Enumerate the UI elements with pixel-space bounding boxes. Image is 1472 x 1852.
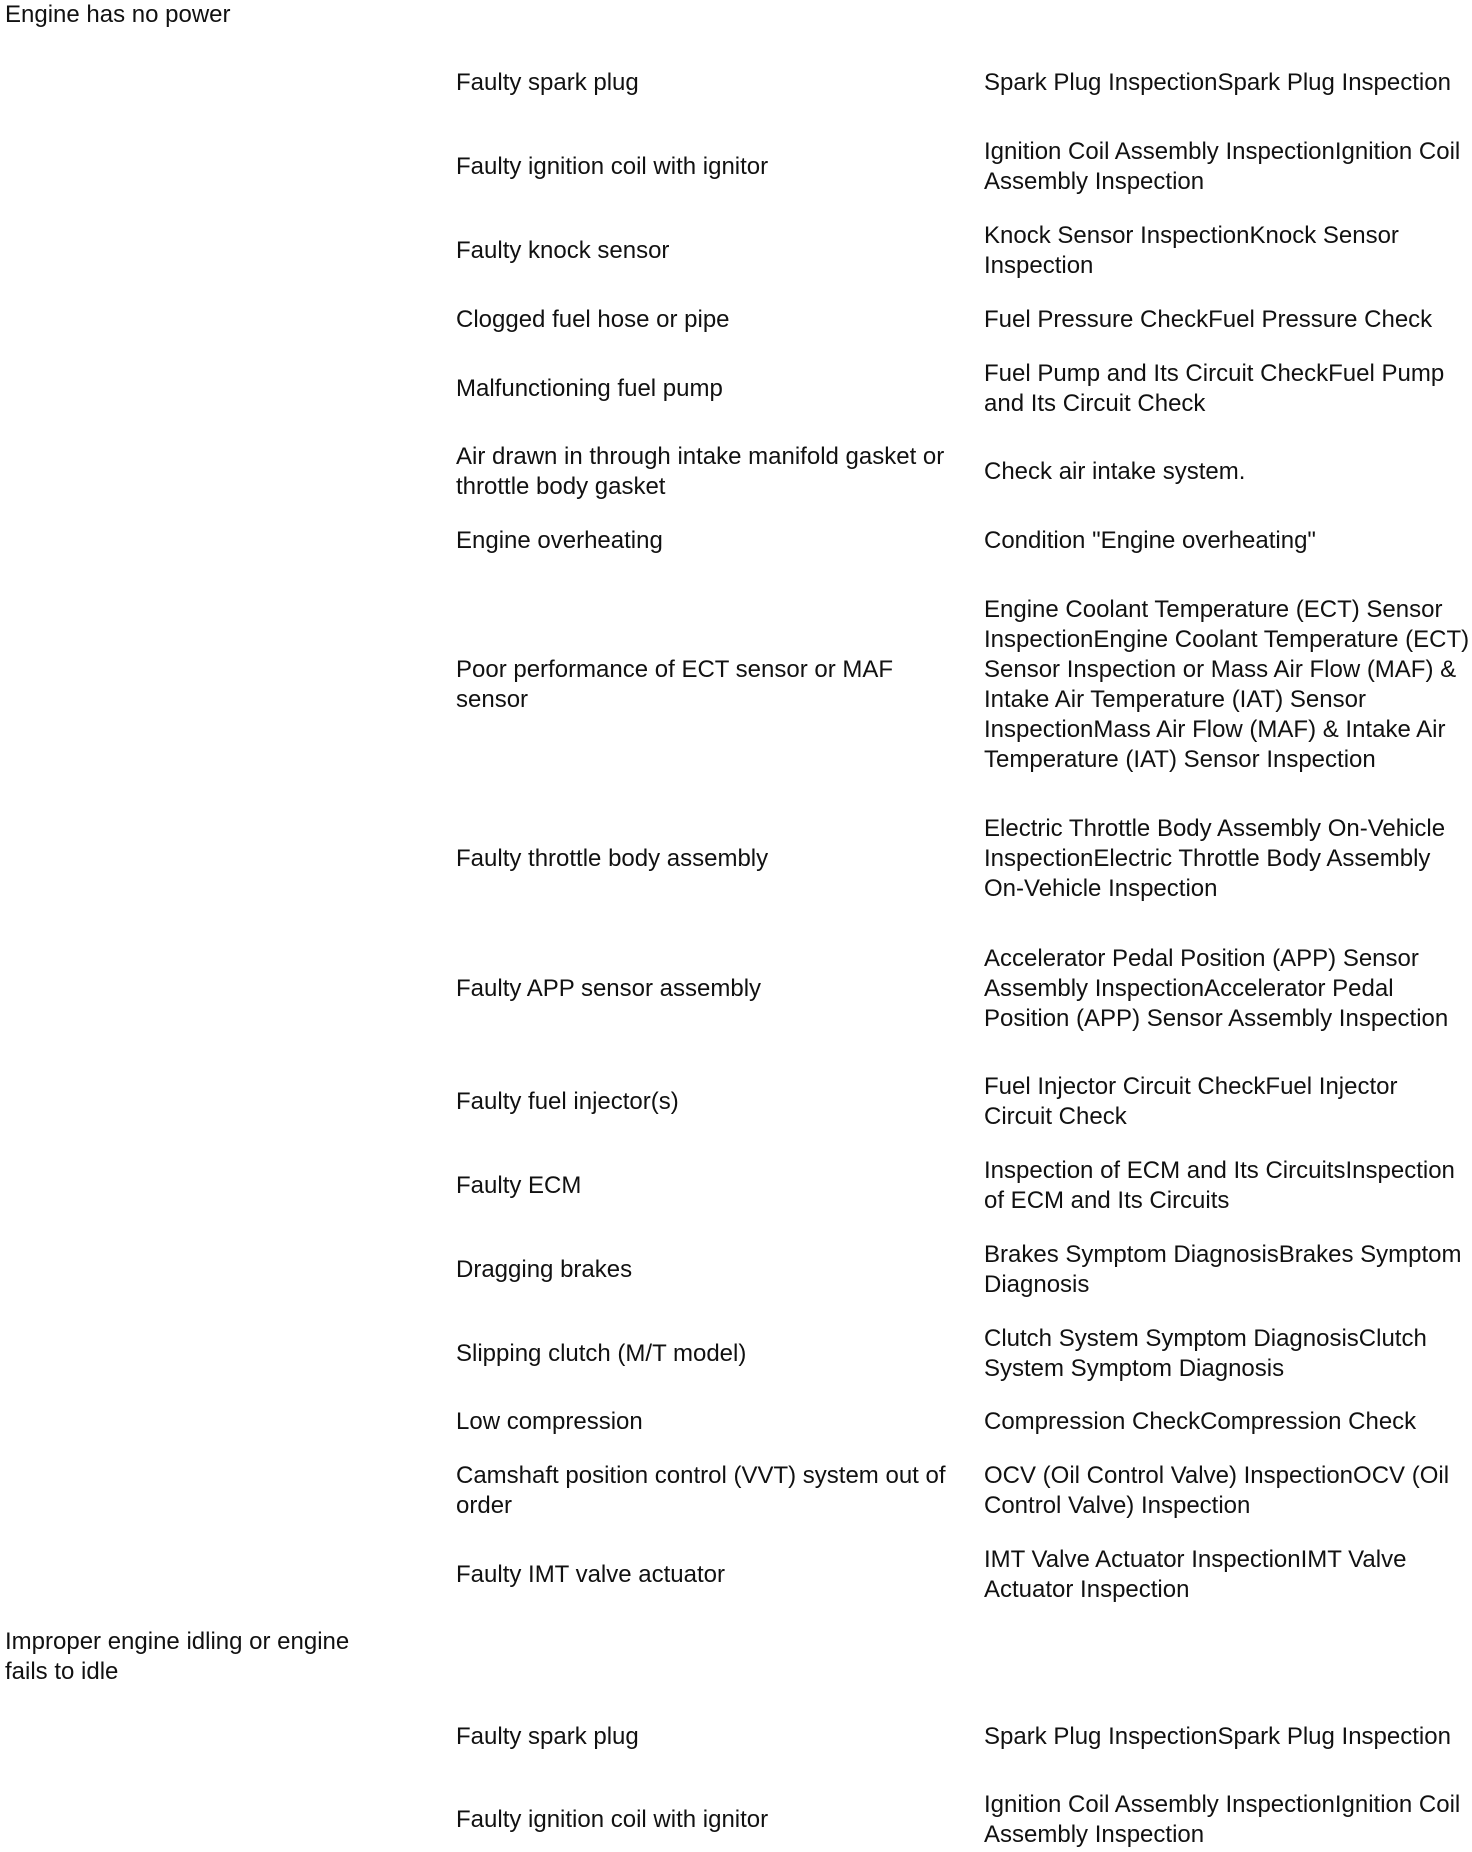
cause-cell: Faulty ignition coil with ignitor	[456, 1806, 769, 1833]
cause-cell: Camshaft position control (VVT) system out of order	[456, 1462, 946, 1519]
remedy-link[interactable]: OCV (Oil Control Valve) InspectionOCV (Oil Control Valve) Inspection	[984, 1462, 1450, 1519]
symptom-engine-no-power	[5, 0, 385, 30]
symptom-label: Engine has no power	[5, 1, 231, 28]
table-row	[0, 1239, 1472, 1301]
remedy-link[interactable]: Ignition Coil Assembly InspectionIgnition Coil Assembly Inspection	[984, 1791, 1461, 1848]
remedy-link[interactable]: Compression CheckCompression Check	[984, 1408, 1417, 1435]
remedy-link[interactable]: Fuel Injector Circuit CheckFuel Injector Circuit Check	[984, 1073, 1398, 1130]
cause-cell: Faulty ECM	[456, 1172, 582, 1199]
cause-cell: Air drawn in through intake manifold gasket or throttle body gasket	[456, 443, 945, 500]
remedy-link[interactable]: Condition "Engine overheating"	[984, 527, 1316, 554]
table-row	[0, 1406, 1472, 1438]
cause-cell: Malfunctioning fuel pump	[456, 375, 723, 402]
table-row	[0, 579, 1472, 791]
table-row	[0, 1155, 1472, 1217]
cause-cell: Faulty APP sensor assembly	[456, 975, 762, 1002]
cause-cell: Poor performance of ECT sensor or MAF sensor	[456, 656, 894, 713]
remedy-link[interactable]: Fuel Pressure CheckFuel Pressure Check	[984, 306, 1433, 333]
table-row	[0, 813, 1472, 905]
table-row	[0, 220, 1472, 282]
remedy-link[interactable]: Brakes Symptom DiagnosisBrakes Symptom Diagnosis	[984, 1241, 1462, 1298]
table-row	[0, 525, 1472, 557]
table-row	[0, 304, 1472, 336]
table-row	[0, 1323, 1472, 1385]
remedy-link[interactable]: Clutch System Symptom DiagnosisClutch System Symptom Diagnosis	[984, 1325, 1427, 1382]
table-row	[0, 136, 1472, 198]
remedy-link[interactable]: Inspection of ECM and Its CircuitsInspection of ECM and Its Circuits	[984, 1157, 1455, 1214]
table-row	[0, 441, 1472, 503]
cause-cell: Low compression	[456, 1408, 643, 1435]
table-row	[0, 52, 1472, 114]
remedy-link[interactable]: Spark Plug InspectionSpark Plug Inspection	[984, 1723, 1451, 1750]
cause-cell: Engine overheating	[456, 527, 663, 554]
symptom-improper-idling	[5, 1627, 385, 1687]
cause-cell: Faulty throttle body assembly	[456, 845, 769, 872]
remedy-link[interactable]: Knock Sensor InspectionKnock Sensor Inspection	[984, 222, 1399, 279]
cause-cell: Faulty ignition coil with ignitor	[456, 153, 769, 180]
remedy-link[interactable]: Electric Throttle Body Assembly On-Vehicle InspectionElectric Throttle Body Assembly On-Vehicle Inspection	[984, 815, 1446, 902]
cause-cell: Clogged fuel hose or pipe	[456, 306, 730, 333]
symptom-label: Improper engine idling or engine fails to idle	[5, 1628, 350, 1685]
remedy-link[interactable]: Fuel Pump and Its Circuit CheckFuel Pump and Its Circuit Check	[984, 360, 1445, 417]
cause-cell: Faulty knock sensor	[456, 237, 670, 264]
remedy-link[interactable]: IMT Valve Actuator InspectionIMT Valve Actuator Inspection	[984, 1546, 1407, 1603]
cause-cell: Dragging brakes	[456, 1256, 633, 1283]
cause-cell: Faulty spark plug	[456, 1723, 639, 1750]
remedy-link[interactable]: Ignition Coil Assembly InspectionIgnition Coil Assembly Inspection	[984, 138, 1461, 195]
remedy-link[interactable]: Spark Plug InspectionSpark Plug Inspection	[984, 69, 1451, 96]
table-row	[0, 928, 1472, 1050]
remedy-link[interactable]: Engine Coolant Temperature (ECT) Sensor InspectionEngine Coolant Temperature (ECT) Sensor Inspection or Mass Air Flow (MAF) & Intake Air Temperature (IAT) Sensor InspectionMass Air Flow (MAF) & Intake Air Temperature (IAT) Sensor Inspection	[984, 596, 1470, 773]
table-row	[0, 1706, 1472, 1768]
cause-cell: Faulty IMT valve actuator	[456, 1561, 725, 1588]
cause-cell: Faulty fuel injector(s)	[456, 1088, 679, 1115]
table-row	[0, 1544, 1472, 1606]
cause-cell: Slipping clutch (M/T model)	[456, 1340, 747, 1367]
table-row	[0, 358, 1472, 420]
remedy-link[interactable]: Accelerator Pedal Position (APP) Sensor Assembly InspectionAccelerator Pedal Position (APP) Sensor Assembly Inspection	[984, 945, 1449, 1032]
table-row	[0, 1460, 1472, 1522]
table-row	[0, 1071, 1472, 1133]
table-row	[0, 1789, 1472, 1851]
remedy-link[interactable]: Check air intake system.	[984, 458, 1246, 485]
cause-cell: Faulty spark plug	[456, 69, 639, 96]
